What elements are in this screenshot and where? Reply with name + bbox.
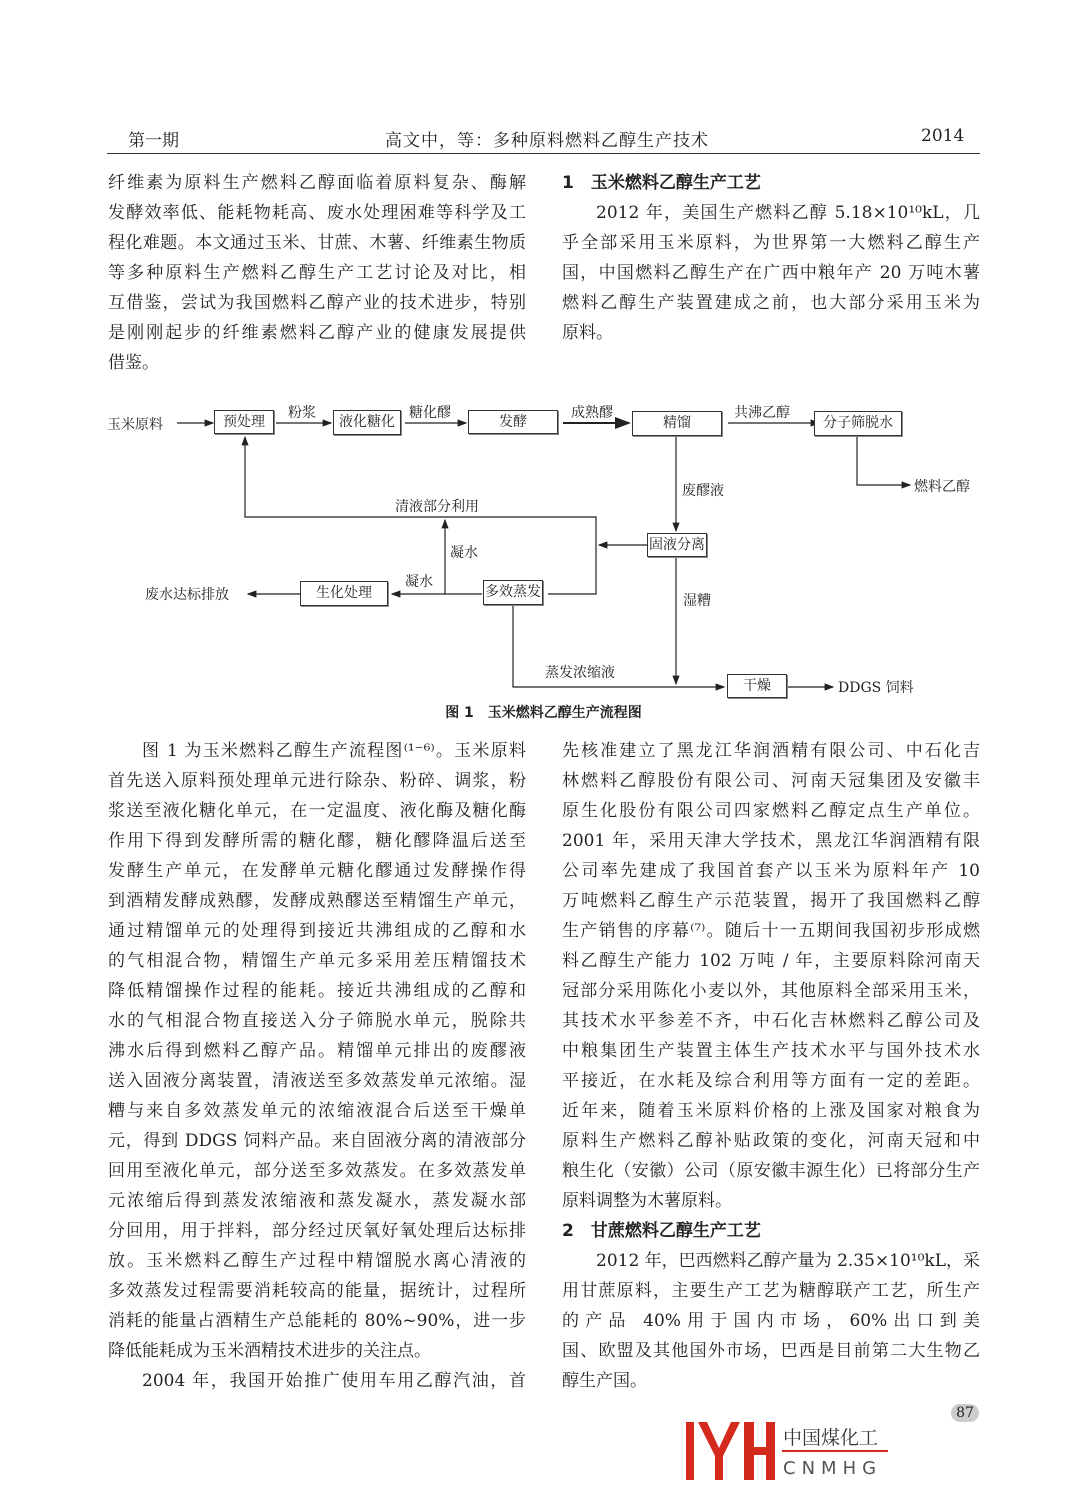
label-waste-mash: 废醪液 [682,483,724,499]
text-line: 是刚刚起步的纤维素燃料乙醇产业的健康发展提供 [108,323,526,343]
text-line: 降低精馏操作过程的能耗。接近共沸组成的乙醇和 [108,981,526,1001]
text-line: 放。玉米燃料乙醇生产过程中精馏脱水离心清液的 [108,1251,526,1271]
box-evaporate: 多效蒸发 [483,580,543,605]
box-separate: 固液分离 [647,533,707,557]
text-line: 沸水后得到燃料乙醇产品。精馏单元排出的废醪液 [108,1041,526,1061]
box-pretreat: 预处理 [214,410,274,434]
page-number: 87 [951,1404,979,1422]
text-line: 糟与来自多效蒸发单元的浓缩液混合后送至干燥单 [108,1101,526,1121]
box-liquefy: 液化糖化 [333,410,401,435]
text-line: 到酒精发酵成熟醪，发酵成熟醪送至精馏生产单元， [108,891,526,911]
svg-text:中国煤化工: 中国煤化工 [783,1427,879,1449]
text-line: 程化难题。本文通过玉米、甘蔗、木薯、纤维素生物质 [108,233,526,253]
label-concentrate: 蒸发浓缩液 [545,665,615,681]
label-clear: 清液部分利用 [395,499,479,515]
box-ferment: 发酵 [468,410,558,434]
text-line: 原料。 [562,323,613,343]
text-line: 原料生产燃料乙醇补贴政策的变化，河南天冠和中 [562,1131,980,1151]
text-line: 公司率先建成了我国首套产以玉米为原料年产 10 [562,861,980,881]
text-line: 2012 年，巴西燃料乙醇产量为 2.35×10¹⁰kL，采 [596,1251,981,1271]
label-azeo: 共沸乙醇 [734,405,790,421]
text-line: 料乙醇生产能力 102 万吨 / 年，主要原料除河南天 [562,951,980,971]
box-dry: 干燥 [727,674,787,698]
label-mature: 成熟醪 [571,405,613,421]
text-line: 水的气相混合物直接送入分子筛脱水单元，脱除共 [108,1011,526,1031]
label-ddgs: DDGS 饲料 [838,680,914,696]
text-line: 近年来，随着玉米原料价格的上涨及国家对粮食为 [562,1101,980,1121]
section-heading: 1 玉米燃料乙醇生产工艺 [562,173,761,193]
text-line: 林燃料乙醇股份有限公司、河南天冠集团及安徽丰 [562,771,980,791]
text-line: 其技术水平参差不齐，中石化吉林燃料乙醇公司及 [562,1011,980,1031]
label-wet: 湿糟 [683,593,711,609]
text-line: 2012 年，美国生产燃料乙醇 5.18×10¹⁰kL，几 [596,203,980,223]
label-discharge: 废水达标排放 [145,587,229,603]
text-line: 燃料乙醇生产装置建成之前，也大部分采用玉米为 [562,293,980,313]
text-line: 发酵生产单元，在发酵单元糖化醪通过发酵操作得 [108,861,526,881]
box-sieve: 分子筛脱水 [814,411,902,436]
label-fuel: 燃料乙醇 [914,479,970,495]
text-line: 分回用，用于拌料，部分经过厌氧好氧处理后达标排 [108,1221,526,1241]
text-line: 纤维素为原料生产燃料乙醇面临着原料复杂、酶解 [108,173,526,193]
label-slurry: 粉浆 [288,405,316,421]
text-line: 借鉴。 [108,353,159,373]
text-line: 多效蒸发过程需要消耗较高的能量，据统计，过程所 [108,1281,526,1301]
watermark-logo [686,1422,896,1485]
header-issue: 第一期 [128,131,179,151]
figure-caption: 图 1 玉米燃料乙醇生产流程图 [445,705,642,721]
label-corn: 玉米原料 [107,417,163,433]
header-year: 2014 [921,126,965,146]
text-line: 万吨燃料乙醇生产示范装置，揭开了我国燃料乙醇 [562,891,980,911]
flow-connectors [0,0,1087,740]
text-line: 互借鉴，尝试为我国燃料乙醇产业的技术进步，特别 [108,293,526,313]
text-line: 回用至液化单元，部分送至多效蒸发。在多效蒸发单 [108,1161,526,1181]
text-line: 等多种原料生产燃料乙醇生产工艺讨论及对比，相 [108,263,526,283]
text-line: 通过精馏单元的处理得到接近共沸组成的乙醇和水 [108,921,526,941]
watermark-yh-icon [686,1422,896,1482]
text-line: 平接近，在水耗及综合利用等方面有一定的差距。 [562,1071,980,1091]
text-line: 2004 年，我国开始推广使用车用乙醇汽油，首 [142,1371,526,1391]
text-line: 中粮集团生产装置主体生产技术水平与国外技术水 [562,1041,980,1061]
text-line: 发酵效率低、能耗物耗高、废水处理困难等科学及工 [108,203,526,223]
text-line: 浆送至液化糖化单元，在一定温度、液化酶及糖化酶 [108,801,526,821]
text-line: 原生化股份有限公司四家燃料乙醇定点生产单位。 [562,801,980,821]
box-distill: 精馏 [632,411,722,436]
label-condensate-1: 凝水 [450,545,478,561]
text-line: 送入固液分离装置，清液送至多效蒸发单元浓缩。湿 [108,1071,526,1091]
text-line: 的产品 40%用于国内市场，60%出口到美 [562,1311,980,1331]
text-line: 乎全部采用玉米原料，为世界第一大燃料乙醇生产 [562,233,980,253]
text-line: 元浓缩后得到蒸发浓缩液和蒸发凝水，蒸发凝水部 [108,1191,526,1211]
text-line: 作用下得到发酵所需的糖化醪，糖化醪降温后送至 [108,831,526,851]
header-title: 高文中，等：多种原料燃料乙醇生产技术 [385,131,709,151]
text-line: 粮生化（安徽）公司（原安徽丰源生化）已将部分生产 [562,1161,980,1181]
section-heading: 2 甘蔗燃料乙醇生产工艺 [562,1221,761,1241]
body-text-left [108,736,526,1396]
text-line: 图 1 为玉米燃料乙醇生产流程图⁽¹⁻⁶⁾。玉米原料 [142,741,526,761]
body-text-right [562,736,980,1396]
text-line: 首先送入原料预处理单元进行除杂、粉碎、调浆，粉 [108,771,526,791]
text-line: 醇生产国。 [562,1371,647,1391]
text-line: 消耗的能量占酒精生产总能耗的 80%~90%，进一步 [108,1311,526,1331]
text-line: 降低能耗成为玉米酒精技术进步的关注点。 [108,1341,431,1361]
label-mash: 糖化醪 [409,405,451,421]
text-line: 冠部分采用陈化小麦以外，其他原料全部采用玉米， [562,981,980,1001]
arrow-fuel [857,436,910,485]
box-biotreat: 生化处理 [300,581,388,606]
text-line: 生产销售的序幕⁽⁷⁾。随后十一五期间我国初步形成燃 [562,921,980,941]
text-line: 国，中国燃料乙醇生产在广西中粮年产 20 万吨木薯 [562,263,980,283]
text-line: 的气相混合物，精馏生产单元多采用差压精馏技术 [108,951,526,971]
text-line: 用甘蔗原料，主要生产工艺为糖醇联产工艺，所生产 [562,1281,980,1301]
svg-text:CNMHG: CNMHG [783,1458,883,1479]
text-line: 元，得到 DDGS 饲料产品。来自固液分离的清液部分 [108,1131,526,1151]
text-line: 先核准建立了黑龙江华润酒精有限公司、中石化吉 [562,741,980,761]
label-condensate-2: 凝水 [405,574,433,590]
text-line: 国、欧盟及其他国外市场，巴西是目前第二大生物乙 [562,1341,980,1361]
text-line: 2001 年，采用天津大学技术，黑龙江华润酒精有限 [562,831,980,851]
text-line: 原料调整为木薯原料。 [562,1191,732,1211]
